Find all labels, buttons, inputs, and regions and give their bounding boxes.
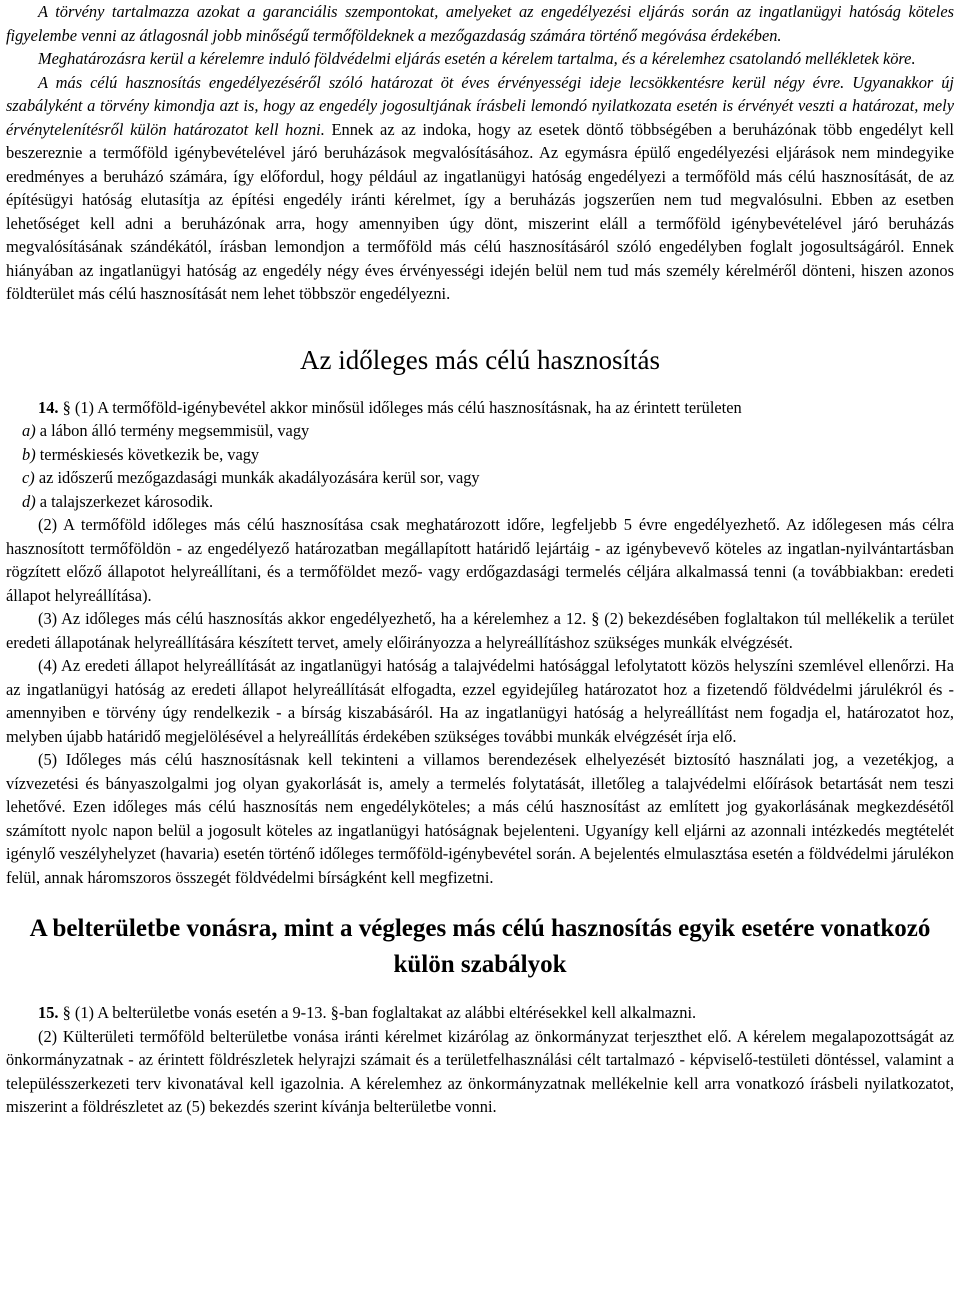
- intro-section: [6, 0, 954, 306]
- section-heading-temporary-use: Az időleges más célú hasznosítás: [300, 344, 660, 375]
- section-15: [6, 1001, 954, 1119]
- s15-number: 15.: [38, 1003, 59, 1022]
- validity-italic-text: A más célú hasznosítás engedélyezéséről szóló határozat öt éves érvényességi ideje lecsökkentésre kerül négy évre. Ugyanakkor új szabályként a törvény kimondja azt is, hogy az engedély jogosultjának írásbeli lemondó nyilatkozata esetén is érvényét veszti a határozat, mely érvénytelenítésről külön határozatot kell hozni.: [6, 72, 954, 139]
- validity-conclusion-text: Ennek hiányában az ingatlanügyi hatóság az engedély négy éves érvényességi idején belül nem tud más személy kérelméről dönteni, hiszen azonos földterület más célú hasznosítását nem lehet többször engedélyezni.: [6, 237, 954, 303]
- s14-item-b: [6, 443, 954, 467]
- s15-paragraph-2: (2) Külterületi termőföld belterületbe vonása iránti kérelmet kizárólag az önkormányzat terjeszthet elő. A kérelem megalapozottságát az önkormányzatnak - az érintett földrészletek helyrajzi számait és a területfelhasználási célt tartalmazó - képviselő-testületi döntéssel, valamint a településszerkezeti terv kivonatával kell igazolnia. A kérelemhez az önkormányzatnak mellékelnie kell arra vonatkozó írásbeli nyilatkozatot, miszerint a földrészletet az (5) bekezdés szerint kívánja belterületbe vonni.: [6, 1026, 954, 1116]
- paragraph-application-content: Meghatározásra kerül a kérelemre induló földvédelmi eljárás esetén a kérelem tartalma, és a kérelemhez csatolandó mellékletek köre.: [38, 49, 916, 68]
- s14-lead-text: § (1) A termőföld-igénybevétel akkor minősül időleges más célú hasznosításnak, ha az érintett területen: [58, 397, 742, 417]
- s14-item-c-text: az időszerű mezőgazdasági munkák akadályozására kerül sor, vagy: [34, 468, 480, 487]
- s14-number: 14.: [38, 397, 59, 417]
- paragraph-validity: [6, 71, 954, 306]
- s14-lead: [6, 396, 954, 420]
- s14-paragraph-3: (3) Az időleges más célú hasznosítás akkor engedélyezhető, ha a kérelemhez a 12. § (2) bekezdésében foglaltakon túl mellékelik a terület eredeti állapotának helyreállítására készített tervet, amely előirányozza a helyreállításhoz szükséges munkák elvégzését.: [6, 609, 954, 652]
- s14-item-c: [6, 466, 954, 490]
- section-heading-inner-area: A belterületbe vonásra, mint a végleges más célú hasznosítás egyik esetére vonatkozó külön szabályok: [29, 915, 931, 978]
- s15-lead: [6, 1001, 954, 1025]
- s14-paragraph-4: (4) Az eredeti állapot helyreállítását az ingatlanügyi hatóság a talajvédelmi hatósággal lefolytatott közös helyszíni szemlével ellenőrzi. Ha az ingatlanügyi hatóság az eredeti állapot helyreállítását elfogadta, ezzel egyidejűleg határozatot hoz a fizetendő földvédelmi járulékról és - amennyiben e törvény úgy rendelkezik - a bírság kiszabásáról. Ha az ingatlanügyi hatóság a helyreállítást nem fogadja el, határozatot hoz, melyben újabb határidő megjelölésével a helyreállítás érdekében szükséges további munkák elvégzését írja elő.: [6, 656, 954, 746]
- s14-item-a-text: a lábon álló termény megsemmisül, vagy: [35, 421, 310, 440]
- s14-item-a: [6, 419, 954, 443]
- section-14: [6, 396, 954, 890]
- validity-procedures-text: Az egymásra épülő engedélyezési eljárások nem mindegyike eredményes a beruházó számára, így előfordul, hogy például az ingatlanügyi hatóság engedélyezi a termőföld más célú hasznosítását, de az építésügyi hatóság elutasítja az építési engedély iránti kérelmet, így a beruházás jogszerűen nem tud megvalósulni. Ebben az esetben lehetőséget kell adni a beruházónak arra, hogy amennyiben úgy dönt, miszerint eláll a termőföld igénybevételével járó beruházás megvalósításának szándékától, írásban lemondjon a termőföld más célú hasznosításáról szóló engedélyben foglalt jogosultságáról.: [6, 143, 954, 256]
- s14-paragraph-5: (5) Időleges más célú hasznosításnak kell tekinteni a villamos berendezések elhelyezését biztosító használati jog, a vezetékjog, a vízvezetési és bányaszolgalmi jog olyan gyakorlását is, amely a termelés folytatását, illetőleg a talajvédelmi előírások betartását nem teszi lehetővé. Ezen időleges más célú hasznosítás nem engedélyköteles; a más célú hasznosítást az említett jog gyakorlásának megkezdésétől számított nyolc napon belül a jogosult köteles az ingatlanügyi hatóságnak bejelenteni. Ugyanígy kell eljárni az azonnali intézkedés megtételét igénylő veszélyhelyzet (havaria) esetén történő időleges termőföld-igénybevétel során. A bejelentés elmulasztása esetén a földvédelmi járulékon felül, annak háromszoros összegét földvédelmi bírságként kell megfizetni.: [6, 750, 954, 887]
- s14-item-d-text: a talajszerkezet károsodik.: [35, 491, 214, 511]
- validity-normal-text: Ennek az az indoka, hogy az esetek döntő többségében a beruházónak több engedélyt kell beszereznie a termőföld igénybevételével járó beruházások megvalósításához.: [6, 119, 954, 162]
- s14-item-d: [6, 490, 954, 514]
- s14-item-c-label: c): [22, 468, 35, 487]
- s15-lead-text: § (1) A belterületbe vonás esetén a 9-13. §-ban foglaltakat az alábbi eltérésekkel kell alkalmazni.: [58, 1003, 697, 1022]
- s14-item-b-label: b): [22, 444, 36, 464]
- s14-item-a-label: a): [22, 421, 36, 440]
- paragraph-guarantees: A törvény tartalmazza azokat a garanciális szempontokat, amelyeket az engedélyezési eljárás során az ingatlanügyi hatóság köteles figyelembe venni az átlagosnál jobb minőségű termőföldeknek a mezőgazdaság számára történő megóvása érdekében.: [6, 2, 954, 45]
- s14-paragraph-2: (2) A termőföld időleges más célú hasznosítása csak meghatározott időre, legfeljebb 5 évre engedélyezhető. Az időlegesen más célra hasznosított termőföldön - az engedélyező határozatban megállapított határidő lejártáig - az igénybevevő köteles az ingatlan-nyilvántartásban rögzített előző állapotot helyreállítani, és a termőföldet mező- vagy erdőgazdasági termelés céljára alkalmassá tenni (a továbbiakban: eredeti állapot helyreállítása).: [6, 515, 954, 605]
- s14-item-d-label: d): [22, 491, 36, 511]
- s14-item-b-text: terméskiesés következik be, vagy: [35, 444, 260, 464]
